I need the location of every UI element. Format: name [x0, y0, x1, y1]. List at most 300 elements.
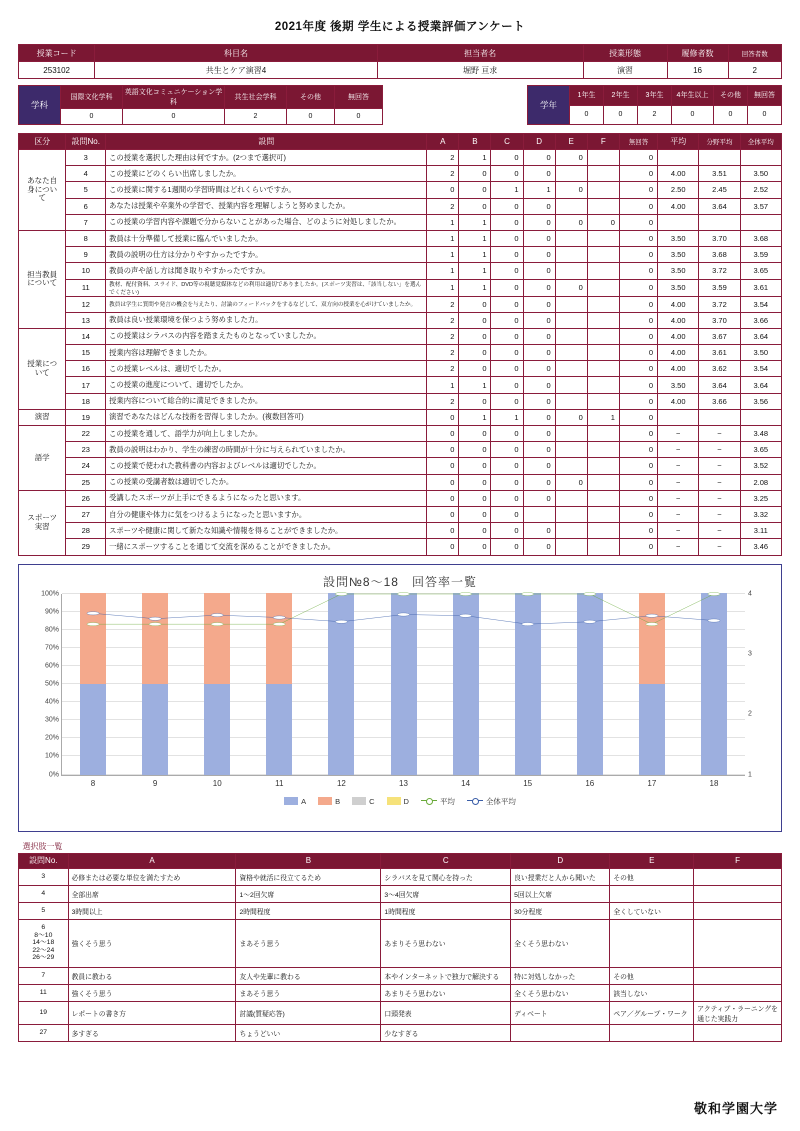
average-cell: 4.00 [658, 166, 699, 182]
table-row [19, 442, 782, 458]
overall-average-cell: 3.68 [740, 230, 781, 246]
count-e-cell: 0 [555, 150, 587, 166]
count-c-cell: 0 [491, 247, 523, 263]
data-point [335, 592, 347, 595]
count-f-cell: 0 [587, 214, 619, 230]
table-row [19, 86, 383, 109]
option-b: まあそう思う [236, 919, 381, 967]
x-axis-label: 14 [461, 779, 471, 788]
x-axis-label: 9 [152, 779, 158, 788]
legend-label: D [403, 796, 409, 806]
dept-val-1: 0 [123, 109, 225, 125]
average-cell: − [658, 506, 699, 522]
option-c: 3～4回欠席 [381, 885, 511, 902]
count-d-cell: 0 [523, 345, 555, 361]
line-average [93, 594, 714, 624]
data-point [397, 592, 409, 595]
count-d-cell: 0 [523, 214, 555, 230]
option-f [694, 967, 782, 984]
question-text-cell: 授業内容は理解できましたか。 [106, 345, 427, 361]
category-cell: 語学 [19, 426, 66, 491]
y-axis-label-left: 0% [48, 771, 59, 778]
average-cell: 3.50 [658, 230, 699, 246]
count-d-cell: 0 [523, 426, 555, 442]
count-d-cell: 0 [523, 279, 555, 296]
option-a: 必修または必要な単位を満たすため [68, 868, 236, 885]
data-point [87, 622, 99, 625]
overall-average-cell: 3.50 [740, 166, 781, 182]
option-f [694, 1024, 782, 1041]
opt-col-no: 設問No. [19, 853, 69, 868]
option-e: その他 [610, 967, 694, 984]
x-axis-label: 15 [523, 779, 533, 788]
field-average-cell [699, 409, 740, 425]
department-table [18, 85, 383, 125]
count-c-cell: 0 [491, 361, 523, 377]
question-no-cell: 23 [66, 442, 106, 458]
count-noanswer-cell: 0 [619, 523, 657, 539]
results-table [18, 133, 782, 556]
count-f-cell [587, 247, 619, 263]
col-respondents: 回答者数 [728, 45, 781, 62]
table-row [19, 523, 782, 539]
count-e-cell [555, 458, 587, 474]
count-f-cell [587, 490, 619, 506]
count-b-cell: 1 [459, 409, 491, 425]
count-b-cell: 0 [459, 458, 491, 474]
legend-label: C [369, 796, 375, 806]
count-a-cell: 1 [427, 214, 459, 230]
table-row [19, 902, 782, 919]
val-enrolled: 16 [667, 62, 728, 79]
table-row [19, 312, 782, 328]
y-axis-label-left: 40% [44, 698, 59, 706]
count-d-cell: 0 [523, 523, 555, 539]
count-e-cell [555, 296, 587, 312]
col-question-no: 設問No. [66, 134, 106, 150]
count-c-cell: 0 [491, 150, 523, 166]
count-d-cell [523, 506, 555, 522]
val-course-code: 253102 [19, 62, 95, 79]
count-b-cell: 0 [459, 166, 491, 182]
average-cell: 4.00 [658, 361, 699, 377]
opt-col-e: E [610, 853, 694, 868]
count-b-cell: 0 [459, 296, 491, 312]
x-axis-label: 10 [212, 779, 222, 788]
option-e [610, 919, 694, 967]
col-b: B [459, 134, 491, 150]
dept-col-1: 英語文化コミュニケーション学科 [123, 86, 225, 109]
x-axis-label: 16 [585, 779, 595, 788]
count-noanswer-cell: 0 [619, 150, 657, 166]
data-point [273, 622, 285, 625]
option-e: 該当しない [610, 984, 694, 1001]
count-c-cell: 0 [491, 263, 523, 279]
question-text-cell: この授業を通して、語学力が向上しましたか。 [106, 426, 427, 442]
question-no-cell: 28 [66, 523, 106, 539]
count-b-cell: 0 [459, 474, 491, 490]
count-e-cell: 0 [555, 214, 587, 230]
question-no-cell: 14 [66, 328, 106, 344]
dept-val-3: 0 [287, 109, 335, 125]
count-f-cell [587, 361, 619, 377]
option-e: その他 [610, 868, 694, 885]
overall-average-cell: 3.52 [740, 458, 781, 474]
y-axis-label-right: 4 [748, 590, 752, 597]
count-e-cell: 0 [555, 279, 587, 296]
count-c-cell: 1 [491, 182, 523, 198]
dept-col-3: その他 [287, 86, 335, 109]
average-cell: 4.00 [658, 393, 699, 409]
field-average-cell [699, 150, 740, 166]
option-e [610, 1024, 694, 1041]
grade-val-1: 0 [604, 105, 638, 125]
course-header-table [18, 44, 782, 79]
option-f [694, 984, 782, 1001]
count-noanswer-cell: 0 [619, 426, 657, 442]
opt-col-d: D [511, 853, 610, 868]
table-row [19, 328, 782, 344]
overall-average-cell: 3.11 [740, 523, 781, 539]
table-row [19, 967, 782, 984]
count-f-cell [587, 458, 619, 474]
count-d-cell: 0 [523, 361, 555, 377]
table-row [19, 263, 782, 279]
count-f-cell [587, 182, 619, 198]
count-a-cell: 2 [427, 150, 459, 166]
count-d-cell: 0 [523, 393, 555, 409]
data-point [459, 614, 471, 617]
legend-item [387, 797, 409, 806]
val-respondents: 2 [728, 62, 781, 79]
option-question-no: 27 [19, 1024, 69, 1041]
overall-average-cell: 3.32 [740, 506, 781, 522]
table-header-row [19, 840, 782, 854]
option-d [511, 1024, 610, 1041]
overall-average-cell: 3.57 [740, 198, 781, 214]
count-b-cell: 0 [459, 182, 491, 198]
option-b: 討議(質疑応答) [236, 1001, 381, 1024]
option-question-no: 11 [19, 984, 69, 1001]
count-d-cell: 0 [523, 539, 555, 555]
count-e-cell [555, 393, 587, 409]
option-c: 本やインターネットで独力で解決する [381, 967, 511, 984]
count-c-cell: 0 [491, 296, 523, 312]
data-point [646, 622, 658, 625]
option-d: 良い授業だと人から聞いた [511, 868, 610, 885]
data-point [584, 592, 596, 595]
count-a-cell: 0 [427, 539, 459, 555]
average-cell: 4.00 [658, 312, 699, 328]
count-noanswer-cell: 0 [619, 442, 657, 458]
count-noanswer-cell: 0 [619, 230, 657, 246]
count-f-cell [587, 474, 619, 490]
count-e-cell [555, 230, 587, 246]
count-a-cell: 2 [427, 166, 459, 182]
grade-val-4: 0 [714, 105, 748, 125]
count-c-cell: 0 [491, 523, 523, 539]
table-row [19, 1024, 782, 1041]
count-e-cell [555, 328, 587, 344]
count-c-cell: 0 [491, 230, 523, 246]
y-axis-label-left: 10% [44, 752, 59, 760]
count-b-cell: 0 [459, 361, 491, 377]
col-class-type: 授業形態 [583, 45, 667, 62]
col-overall-average: 全体平均 [740, 134, 781, 150]
question-text-cell: 教員は学生に質問や発言の機会を与えたり、討論のフィードバックをするなどして、双方向の授業を心がけていましたか。 [106, 296, 427, 312]
overall-average-cell: 2.08 [740, 474, 781, 490]
question-no-cell: 22 [66, 426, 106, 442]
count-d-cell: 0 [523, 474, 555, 490]
count-d-cell: 0 [523, 328, 555, 344]
question-text-cell: この授業はシラバスの内容を踏まえたものとなっていましたか。 [106, 328, 427, 344]
table-row [19, 919, 782, 967]
options-table [18, 840, 782, 1042]
chart-plot-area [41, 590, 752, 794]
count-f-cell [587, 523, 619, 539]
y-axis-label-left: 20% [44, 734, 59, 742]
table-row [19, 62, 782, 79]
count-a-cell: 2 [427, 328, 459, 344]
table-row [19, 984, 782, 1001]
table-row [19, 868, 782, 885]
option-a: 3時間以上 [68, 902, 236, 919]
data-point [459, 592, 471, 595]
count-a-cell: 1 [427, 230, 459, 246]
count-c-cell: 0 [491, 377, 523, 393]
grade-label: 学年 [528, 86, 570, 125]
question-no-cell: 17 [66, 377, 106, 393]
table-row [19, 409, 782, 425]
page-title: 2021年度 後期 学生による授業評価アンケート [274, 21, 526, 33]
count-noanswer-cell: 0 [619, 198, 657, 214]
count-noanswer-cell: 0 [619, 247, 657, 263]
option-d: 30分程度 [511, 902, 610, 919]
count-f-cell [587, 166, 619, 182]
count-f-cell [587, 506, 619, 522]
count-noanswer-cell: 0 [619, 279, 657, 296]
dept-col-2: 共生社会学科 [225, 86, 287, 109]
count-b-cell: 1 [459, 150, 491, 166]
count-c-cell: 0 [491, 490, 523, 506]
overall-average-cell: 3.54 [740, 296, 781, 312]
count-c-cell: 0 [491, 214, 523, 230]
count-e-cell [555, 523, 587, 539]
average-cell: 3.50 [658, 279, 699, 296]
option-c: あまりそう思わない [381, 919, 511, 967]
overall-average-cell [740, 214, 781, 230]
opt-col-c: C [381, 853, 511, 868]
question-text-cell: この授業を選択した理由は何ですか。(2つまで選択可) [106, 150, 427, 166]
count-f-cell [587, 393, 619, 409]
option-question-no: 19 [19, 1001, 69, 1024]
count-a-cell: 0 [427, 442, 459, 458]
legend-item [352, 797, 374, 806]
count-a-cell: 0 [427, 474, 459, 490]
y-axis-label-right: 1 [748, 771, 752, 778]
opt-col-b: B [236, 853, 381, 868]
question-no-cell: 11 [66, 279, 106, 296]
count-a-cell: 1 [427, 279, 459, 296]
count-noanswer-cell: 0 [619, 345, 657, 361]
count-f-cell [587, 263, 619, 279]
count-a-cell: 2 [427, 361, 459, 377]
category-cell: スポーツ実習 [19, 490, 66, 555]
count-e-cell [555, 361, 587, 377]
count-c-cell: 0 [491, 312, 523, 328]
count-c-cell: 0 [491, 426, 523, 442]
option-c: シラバスを見て関心を持った [381, 868, 511, 885]
question-no-cell: 25 [66, 474, 106, 490]
count-a-cell: 0 [427, 523, 459, 539]
average-cell: − [658, 523, 699, 539]
val-instructor: 堀野 亘求 [377, 62, 583, 79]
option-b: まあそう思う [236, 984, 381, 1001]
col-no-answer: 無回答 [619, 134, 657, 150]
legend-label: 平均 [439, 796, 455, 806]
question-no-cell: 12 [66, 296, 106, 312]
question-text-cell: この授業で使われた教科書の内容およびレベルは適切でしたか。 [106, 458, 427, 474]
col-category: 区分 [19, 134, 66, 150]
category-cell: 担当教員について [19, 230, 66, 328]
count-d-cell: 0 [523, 263, 555, 279]
option-a: 全部出席 [68, 885, 236, 902]
x-axis-label: 11 [275, 779, 284, 788]
option-c: 1時間程度 [381, 902, 511, 919]
val-subject: 共生とケア演習4 [95, 62, 377, 79]
question-text-cell: 教員は良い授業環境を保つよう努めました力。 [106, 312, 427, 328]
option-a: 強くそう思う [68, 919, 236, 967]
option-a: レポートの書き方 [68, 1001, 236, 1024]
grade-col-3: 4年生以上 [672, 86, 714, 106]
count-b-cell: 0 [459, 523, 491, 539]
count-d-cell: 1 [523, 182, 555, 198]
field-average-cell: − [699, 506, 740, 522]
col-f: F [587, 134, 619, 150]
overall-average-cell: 3.65 [740, 442, 781, 458]
count-d-cell: 0 [523, 458, 555, 474]
count-c-cell: 0 [491, 345, 523, 361]
overall-average-cell: 3.50 [740, 345, 781, 361]
question-text-cell: この授業レベルは、適切でしたか。 [106, 361, 427, 377]
overall-average-cell: 3.64 [740, 377, 781, 393]
legend-item [467, 796, 516, 807]
option-d: 5回以上欠席 [511, 885, 610, 902]
col-average: 平均 [658, 134, 699, 150]
count-a-cell: 1 [427, 263, 459, 279]
count-a-cell: 1 [427, 247, 459, 263]
count-b-cell: 0 [459, 345, 491, 361]
count-e-cell [555, 539, 587, 555]
count-c-cell: 0 [491, 506, 523, 522]
col-instructor: 担当者名 [377, 45, 583, 62]
question-no-cell: 24 [66, 458, 106, 474]
average-cell: − [658, 490, 699, 506]
col-question: 設問 [106, 134, 427, 150]
table-row [19, 506, 782, 522]
option-c: 口頭発表 [381, 1001, 511, 1024]
average-cell [658, 150, 699, 166]
count-noanswer-cell: 0 [619, 328, 657, 344]
legend-line-swatch [467, 800, 483, 801]
legend-item [421, 796, 455, 807]
question-text-cell: 受講したスポーツが上手にできるようになったと思います。 [106, 490, 427, 506]
grade-col-1: 2年生 [604, 86, 638, 106]
average-cell [658, 409, 699, 425]
average-cell: 4.00 [658, 345, 699, 361]
y-axis-label-right: 2 [748, 710, 752, 718]
count-f-cell [587, 442, 619, 458]
question-no-cell: 19 [66, 409, 106, 425]
count-f-cell [587, 426, 619, 442]
grade-col-0: 1年生 [570, 86, 604, 106]
legend-swatch [318, 797, 332, 805]
table-row [19, 361, 782, 377]
question-no-cell: 10 [66, 263, 106, 279]
legend-label: B [335, 796, 341, 806]
data-point [211, 622, 223, 625]
overall-average-cell: 3.66 [740, 312, 781, 328]
grade-val-5: 0 [748, 105, 782, 125]
option-f: アクティブ・ラーニングを通じた実践力 [694, 1001, 782, 1024]
count-d-cell: 0 [523, 296, 555, 312]
question-no-cell: 3 [66, 150, 106, 166]
question-text-cell: 一緒にスポーツすることを通じて交流を深めることができましたか。 [106, 539, 427, 555]
question-no-cell: 4 [66, 166, 106, 182]
option-b: 1～2回欠席 [236, 885, 381, 902]
option-d: 全くそう思わない [511, 984, 610, 1001]
x-axis-label: 18 [709, 779, 719, 788]
category-cell: あなた自身について [19, 150, 66, 231]
count-noanswer-cell: 0 [619, 458, 657, 474]
dept-col-0: 国際文化学科 [61, 86, 123, 109]
y-axis-label-right: 3 [748, 650, 752, 658]
field-average-cell: 3.68 [699, 247, 740, 263]
field-average-cell: 3.59 [699, 279, 740, 296]
count-noanswer-cell: 0 [619, 474, 657, 490]
table-row [528, 86, 782, 106]
question-text-cell: この授業の進度について、適切でしたか。 [106, 377, 427, 393]
field-average-cell: 3.62 [699, 361, 740, 377]
overall-average-cell: 3.56 [740, 393, 781, 409]
option-f [694, 919, 782, 967]
overall-average-cell: 3.59 [740, 247, 781, 263]
col-d: D [523, 134, 555, 150]
count-a-cell: 2 [427, 393, 459, 409]
line-series-overlay [62, 594, 745, 775]
table-row [19, 458, 782, 474]
overall-average-cell: 3.64 [740, 328, 781, 344]
count-noanswer-cell: 0 [619, 214, 657, 230]
field-average-cell: 3.66 [699, 393, 740, 409]
option-b: ちょうどいい [236, 1024, 381, 1041]
count-noanswer-cell: 0 [619, 182, 657, 198]
count-a-cell: 1 [427, 377, 459, 393]
count-a-cell: 2 [427, 312, 459, 328]
col-course-code: 授業コード [19, 45, 95, 62]
opt-col-a: A [68, 853, 236, 868]
overall-average-cell [740, 150, 781, 166]
count-b-cell: 0 [459, 442, 491, 458]
option-e [610, 885, 694, 902]
legend-item [318, 797, 340, 806]
question-no-cell: 15 [66, 345, 106, 361]
count-e-cell [555, 377, 587, 393]
count-e-cell [555, 426, 587, 442]
count-a-cell: 0 [427, 490, 459, 506]
option-f [694, 868, 782, 885]
table-header-row [19, 853, 782, 868]
